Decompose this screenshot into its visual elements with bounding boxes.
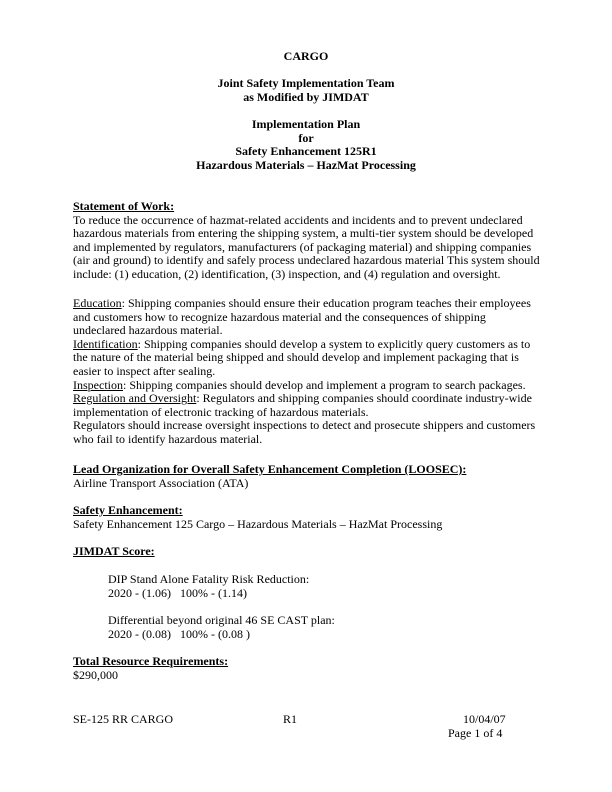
plan-for: for [298, 131, 314, 145]
lead-org-heading: Lead Organization for Overall Safety Enhancement Completion (LOOSEC): [73, 462, 467, 476]
dip-label: DIP Stand Alone Fatality Risk Reduction: [108, 572, 310, 586]
sow-line: and implemented by regulators, manufacturers (of packaging material) and shipping companies [73, 239, 532, 254]
resources-heading: Total Resource Requirements: [73, 654, 229, 668]
identification-text: : Shipping companies should develop a system to explicitly query customers as to [137, 336, 531, 351]
team-title: Joint Safety Implementation Team [217, 76, 395, 90]
sow-line: include: (1) education, (2) identification, (3) inspection, and (4) regulation and oversight. [73, 266, 501, 281]
education-label: Education [73, 296, 122, 310]
regulation-text: who fail to identify hazardous material. [73, 431, 263, 446]
sow-line: To reduce the occurrence of hazmat-related accidents and incidents and to prevent undeclared [73, 212, 523, 227]
footer-doc-id: SE-125 RR CARGO [73, 712, 174, 726]
sow-line: (air and ground) to identify and safely process undeclared hazardous material This system should [73, 253, 540, 268]
resources-value: $290,000 [73, 667, 118, 682]
sow-line: hazardous materials from entering the shipping system, a multi-tier system should be developed [73, 226, 534, 241]
regulation-text: implementation of electronic tracking of hazardous materials. [73, 404, 369, 419]
components-section [73, 297, 543, 447]
identification-text: easier to inspect after sealing. [73, 363, 216, 378]
regulation-text: : Regulators and shipping companies should coordinate industry-wide [196, 391, 532, 406]
statement-of-work-section [73, 200, 543, 282]
identification-label: Identification [73, 336, 138, 351]
lead-org-section [73, 463, 543, 490]
regulation-paragraph [73, 392, 543, 406]
education-text: undeclared hazardous material. [73, 323, 223, 338]
education-text: and customers how to recognize hazardous material and the consequences of shipping [73, 309, 486, 324]
safety-enhancement-value: Safety Enhancement 125 Cargo – Hazardous Materials – HazMat Processing [73, 516, 443, 531]
plan-se-number: Safety Enhancement 125R1 [235, 144, 377, 158]
doc-category: CARGO [283, 49, 329, 63]
jimdat-score-heading-wrap [73, 545, 543, 559]
dip-values: 2020 - (1.06) 100% - (1.14) [108, 585, 247, 600]
footer-page-number: Page 1 of 4 [448, 726, 503, 740]
diff-values: 2020 - (0.08) 100% - (0.08 ) [108, 626, 250, 641]
diff-label: Differential beyond original 46 SE CAST plan: [108, 613, 335, 627]
regulation-text: Regulators should increase oversight inspections to detect and prosecute shippers and customers [73, 418, 536, 433]
footer-date: 10/04/07 [463, 712, 506, 726]
statement-of-work-heading: Statement of Work: [73, 199, 175, 213]
education-paragraph [73, 297, 543, 311]
differential-score [108, 614, 538, 641]
inspection-paragraph [73, 379, 543, 393]
lead-org-value: Airline Transport Association (ATA) [73, 475, 249, 490]
jimdat-score-heading: JIMDAT Score: [73, 544, 155, 558]
regulation-label: Regulation and Oversight [73, 391, 197, 406]
inspection-text: : Shipping companies should develop and implement a program to search packages. [123, 377, 526, 392]
identification-text: the nature of the material being shipped and should develop and implement packaging that is [73, 350, 519, 365]
education-text: : Shipping companies should ensure their education program teaches their employees [121, 296, 531, 310]
team-subtitle: as Modified by JIMDAT [243, 90, 369, 104]
footer-revision: R1 [283, 712, 298, 726]
plan-se-title: Hazardous Materials – HazMat Processing [196, 158, 416, 172]
safety-enhancement-section [73, 504, 543, 531]
dip-score [108, 573, 538, 600]
inspection-label: Inspection [73, 377, 123, 392]
safety-enhancement-heading: Safety Enhancement: [73, 503, 183, 517]
plan-title: Implementation Plan [251, 117, 361, 131]
identification-paragraph [73, 338, 543, 352]
resources-section [73, 655, 543, 682]
